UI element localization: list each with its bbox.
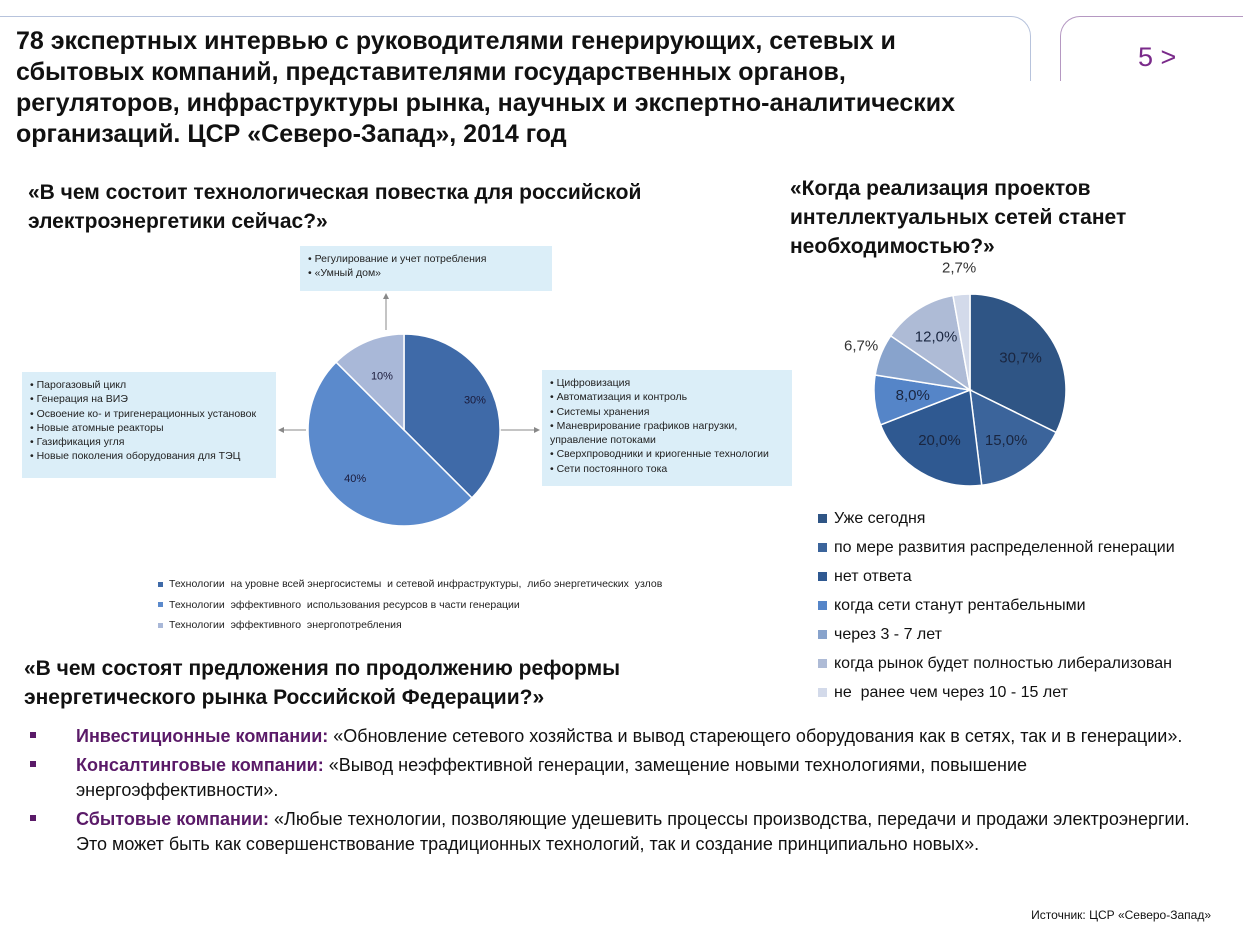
- pie-data-label: 20,0%: [918, 432, 961, 450]
- legend-item: [818, 620, 1175, 649]
- legend-swatch: [818, 659, 827, 668]
- proposal-source-label: Инвестиционные компании:: [76, 726, 329, 746]
- legend-item: [158, 574, 662, 595]
- box-item: • «Умный дом»: [308, 266, 544, 280]
- source-note: Источник: ЦСР «Северо-Запад»: [1031, 908, 1211, 922]
- box-generation-tech: [22, 372, 276, 478]
- box-item: • Генерация на ВИЭ: [30, 392, 268, 406]
- legend-item: [818, 533, 1175, 562]
- box-grid-tech: [542, 370, 792, 486]
- legend-item: [818, 504, 1175, 533]
- box-item: • Новые поколения оборудования для ТЭЦ: [30, 449, 268, 463]
- bullet-square-icon: [30, 732, 36, 738]
- legend-swatch: [158, 602, 163, 607]
- legend-item: [818, 678, 1175, 707]
- box-item: • Сверхпроводники и криогенные технологии: [550, 447, 784, 461]
- legend-label: по мере развития распределенной генерации: [834, 538, 1175, 556]
- legend-label: нет ответа: [834, 567, 912, 585]
- box-item: • Новые атомные реакторы: [30, 421, 268, 435]
- box-consumption-tech: [300, 246, 552, 291]
- legend-swatch: [818, 601, 827, 610]
- legend-technology-agenda: [158, 574, 662, 636]
- pie-data-label: 30%: [463, 394, 486, 407]
- reform-proposals-list: [30, 724, 1210, 861]
- pie-data-label: 15,0%: [984, 431, 1028, 449]
- proposal-source-label: Консалтинговые компании:: [76, 755, 324, 775]
- box-item: • Парогазовый цикл: [30, 378, 268, 392]
- slide-title: 78 экспертных интервью с руководителями генерирующих, сетевых и сбытовых компаний, представителями государственных органов, регуляторов, инфраструктуры рынка, научных и экспертно-аналитических организаций. ЦСР «Северо-Запад», 2014 год: [16, 27, 956, 148]
- reform-proposal-item: [30, 724, 1210, 749]
- legend-label: когда сети станут рентабельными: [834, 596, 1086, 614]
- box-item: • Освоение ко- и тригенерационных установок: [30, 407, 268, 421]
- legend-label: Технологии эффективного использования ресурсов в части генерации: [169, 598, 520, 611]
- box-item: • Цифровизация: [550, 376, 784, 390]
- legend-swatch: [818, 630, 827, 639]
- legend-swatch: [818, 514, 827, 523]
- legend-item: [818, 562, 1175, 591]
- box-item: • Сети постоянного тока: [550, 462, 784, 476]
- legend-label: через 3 - 7 лет: [834, 625, 942, 643]
- legend-smart-grid: [818, 504, 1175, 707]
- box-item: • Регулирование и учет потребления: [308, 252, 544, 266]
- legend-swatch: [158, 582, 163, 587]
- question-market-reform: «В чем состоят предложения по продолжению реформы энергетического рынка Российской Федерации?»: [24, 657, 621, 709]
- legend-item: [818, 649, 1175, 678]
- pie-chart-smart-grid: [820, 262, 1080, 502]
- bullet-square-icon: [30, 815, 36, 821]
- legend-item: [158, 615, 662, 636]
- question-technology-agenda: «В чем состоит технологическая повестка для российской электроэнергетики сейчас?»: [28, 181, 642, 233]
- pie-chart-technology-agenda: [300, 322, 510, 542]
- legend-label: Технологии на уровне всей энергосистемы и сетевой инфраструктуры, либо энергетических узлов: [169, 578, 663, 591]
- box-item: • Автоматизация и контроль: [550, 390, 784, 404]
- legend-swatch: [818, 572, 827, 581]
- page-number[interactable]: 5 >: [1138, 42, 1177, 72]
- legend-swatch: [818, 688, 827, 697]
- pie-data-label: 8,0%: [895, 387, 930, 405]
- box-item: • Системы хранения: [550, 405, 784, 419]
- box-item: • Газификация угля: [30, 435, 268, 449]
- legend-label: Технологии эффективного энергопотребления: [169, 619, 402, 632]
- pie-data-label: 10%: [370, 370, 393, 383]
- legend-swatch: [158, 623, 163, 628]
- legend-item: [818, 591, 1175, 620]
- pie-data-label: 6,7%: [844, 337, 879, 355]
- proposal-text: «Вывод неэффективной генерации, замещение новыми технологиями, повышение энергоэффективности».: [76, 755, 1028, 800]
- pie-data-label: 30,7%: [999, 349, 1042, 367]
- reform-proposal-item: [30, 807, 1210, 857]
- proposal-text: «Любые технологии, позволяющие удешевить процессы производства, передачи и продажи электроэнергии. Это может быть как совершенствование традиционных технологий, так и создание принципиально новых».: [76, 809, 1190, 854]
- legend-label: Уже сегодня: [834, 509, 926, 527]
- pie-data-label: 12,0%: [914, 328, 958, 346]
- proposal-source-label: Сбытовые компании:: [76, 809, 269, 829]
- legend-label: когда рынок будет полностью либерализован: [834, 654, 1172, 672]
- question-smart-grid: «Когда реализация проектов интеллектуальных сетей станет необходимостью?»: [790, 177, 1127, 258]
- box-item: • Маневрирование графиков нагрузки, управление потоками: [550, 419, 784, 448]
- pie-data-label: 40%: [344, 472, 367, 485]
- pie-data-label: 2,7%: [942, 262, 977, 277]
- reform-proposal-item: [30, 753, 1210, 803]
- bullet-square-icon: [30, 761, 36, 767]
- legend-label: не ранее чем через 10 - 15 лет: [834, 683, 1068, 701]
- legend-swatch: [818, 543, 827, 552]
- legend-item: [158, 595, 662, 616]
- proposal-text: «Обновление сетевого хозяйства и вывод стареющего оборудования как в сетях, так и в генерации».: [328, 726, 1183, 746]
